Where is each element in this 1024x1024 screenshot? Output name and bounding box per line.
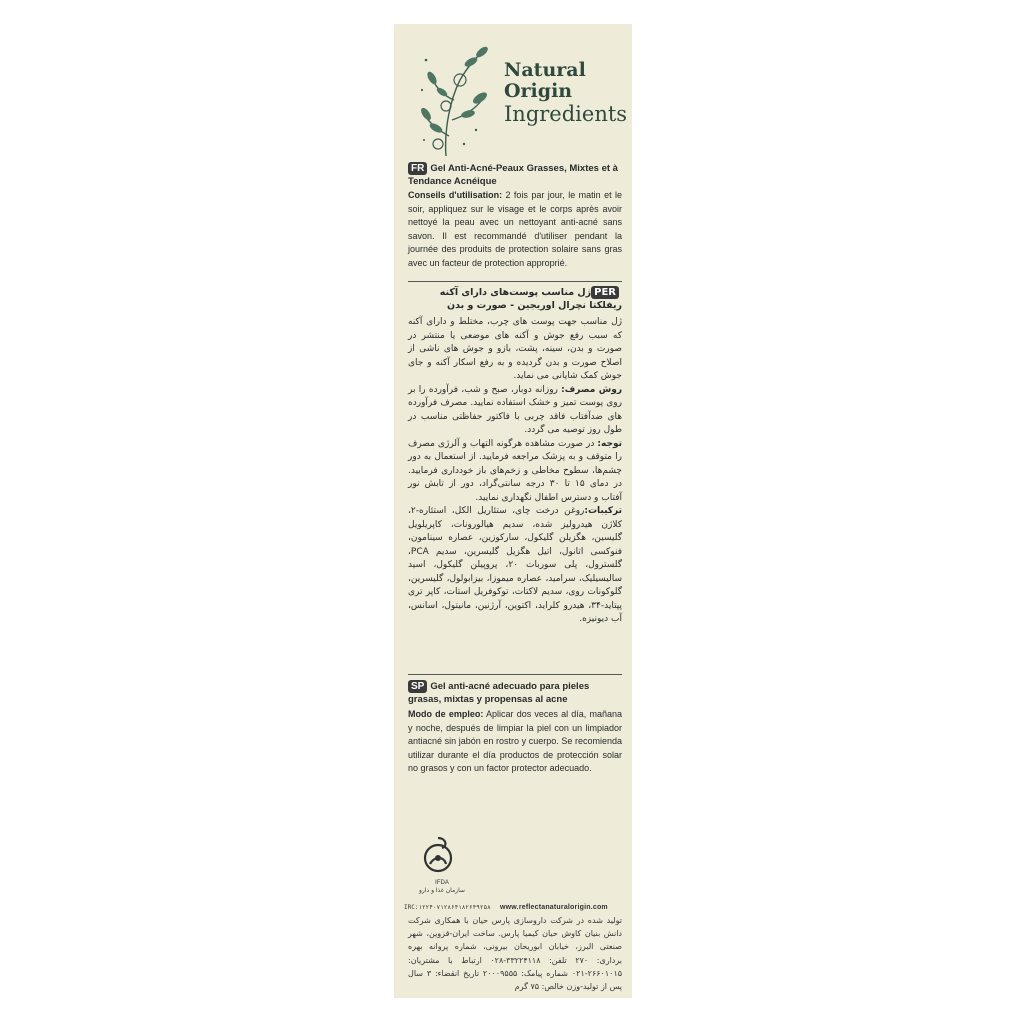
brand-wordmark <box>504 60 627 126</box>
brand-line-origin: Origin <box>504 80 573 102</box>
spanish-body <box>408 708 622 776</box>
french-heading: FR Gel Anti-Acné-Peaux Grasses, Mixtes et à Tendance Acnéique <box>408 163 618 187</box>
spanish-usage-text: Aplicar dos veces al día, mañana y noche, después de limpiar la piel con un limpiador antiacné sin jabón en rostro y cuerpo. Se recomienda utilizar durante el día productos de protección solar no grasos y con un factor protector adecuado. <box>408 709 623 773</box>
spanish-heading: SP Gel anti-acné adecuado para pieles grasas, mixtas y propensas al acne <box>408 681 590 705</box>
license-code: IRC:۱۲۲۴۰۷۱۲۸۶۴۱۸۲۶۴۹۲۵۸ <box>404 904 491 911</box>
persian-usage-text: روزانه دوبار، صبح و شب، فرآورده را بر روی پوست تمیز و خشک استفاده نمایید. مصرف فرآورده های ضدآفتاب فاقد چربی با فاکتور حفاظتی مناسب در طول روز توصیه می گردد. <box>408 384 622 435</box>
brand-line-natural: Natural <box>504 59 586 81</box>
persian-section <box>408 286 622 627</box>
persian-ingredients-text: روغن درخت چای، ستئاریل الکل، استئاره-۲، کلاژن هیدرولیز شده، سدیم هیالورونات، کاپریلویل گلیسین، هگزیلن گلیکول، سارکوزین، عصاره سینامون، فنوکسی اتانول، اتیل هگزیل گلیسرین، سدیم PCA، گلسترول، پلی سوربات ۲۰، پروپیلن گلیکول، اسید سالیسیلیک، سرامید، عصاره میموزا، بیزابولول، گلیسرین، گلوکونات روی، سدیم لاکتات، توکوفریل استات، کاپر تری پپتاید-۳۴، هیدرو کلراید، اکتوین، آرژنین، مانیتول، اسانس، آب دیونیزه. <box>408 506 622 624</box>
language-tag-per: PER <box>591 286 619 299</box>
botanical-sprig-icon <box>416 40 492 158</box>
french-body <box>408 189 622 270</box>
product-box-side-panel <box>394 24 632 998</box>
section-divider <box>408 281 622 282</box>
persian-intro: ژل مناسب جهت پوست های چرب، مختلط و دارای آکنه که سبب رفع جوش و آکنه های موضعی یا منتشر در صورت و بدن، سینه، پشت، بازو و جوش های ناشی از اصلاح صورت و بدن گردیده و به رفع اسکار آکنه و جای جوش کمک شایانی می نماید. <box>408 317 622 381</box>
persian-ingredients <box>408 505 622 627</box>
french-section <box>408 162 622 270</box>
persian-caution-label: توجه: <box>597 438 622 449</box>
persian-usage <box>408 384 622 438</box>
website-url: www.reflectanaturalorigin.com <box>500 904 608 911</box>
manufacturer-info <box>408 914 622 993</box>
persian-ingredients-label: ترکیبات: <box>584 506 622 516</box>
brand-line-ingredients: Ingredients <box>504 102 628 126</box>
spanish-section <box>408 680 622 776</box>
ifda-label-fa: سازمان غذا و دارو <box>419 887 465 894</box>
persian-caution <box>408 438 622 506</box>
persian-heading: PERژل مناسب پوست‌های دارای آکنه ریفلکتا نچرال اوریجین - صورت و بدن <box>439 287 622 311</box>
persian-usage-label: روش مصرف: <box>561 384 623 395</box>
french-usage-text: 2 fois par jour, le matin et le soir, appliquez sur le visage et le corps après avoir nettoyé la peau avec un nettoyant anti-acné sans savon. Il est recommandé d'utiliser pendant la journée des produits de protection solaire sans gras avec un facteur de protection approprié. <box>408 190 622 268</box>
section-divider <box>408 674 622 675</box>
spanish-usage-label: Modo de empleo: <box>408 709 484 719</box>
persian-caution-text: در صورت مشاهده هرگونه التهاب و آلرژی مصرف را متوقف و به پزشک مراجعه فرمایید. از استعمال به دور چشم‌ها، سطوح مخاطی و زخم‌های باز خودداری فرمایید. در دمای ۱۵ تا ۳۰ درجه سانتی‌گراد، دور از تابش نور آفتاب و دسترس اطفال نگهداری نمایید. <box>408 438 622 503</box>
language-tag-sp: SP <box>408 680 427 693</box>
french-usage-label: Conseils d'utilisation: <box>408 190 503 200</box>
language-tag-fr: FR <box>408 162 427 175</box>
ifda-label: IFDA <box>435 880 449 886</box>
manufacturer-text: تولید شده در شرکت داروسازی پارس حیان با همکاری شرکت دانش بنیان کاوش حیان کیمیا پارس. ساخت ایران-قزوین، شهر صنعتی البرز، خیابان ابوریحان بیرونی، شماره پروانه بهره برداری: ۲۷۰ تلفن: ۳۳۲۲۴۱۱۸-۰۲۸ ارتباط با مشتریان: ۲۶۶۰۱۰۱۵-۰۲۱ شماره پیامک: ۲۰۰۰۹۵۵۵ تاریخ انقضاء: ۳ سال پس از تولید-وزن خالص: ۷۵ گرم <box>408 916 623 992</box>
ifda-caption <box>412 880 472 894</box>
